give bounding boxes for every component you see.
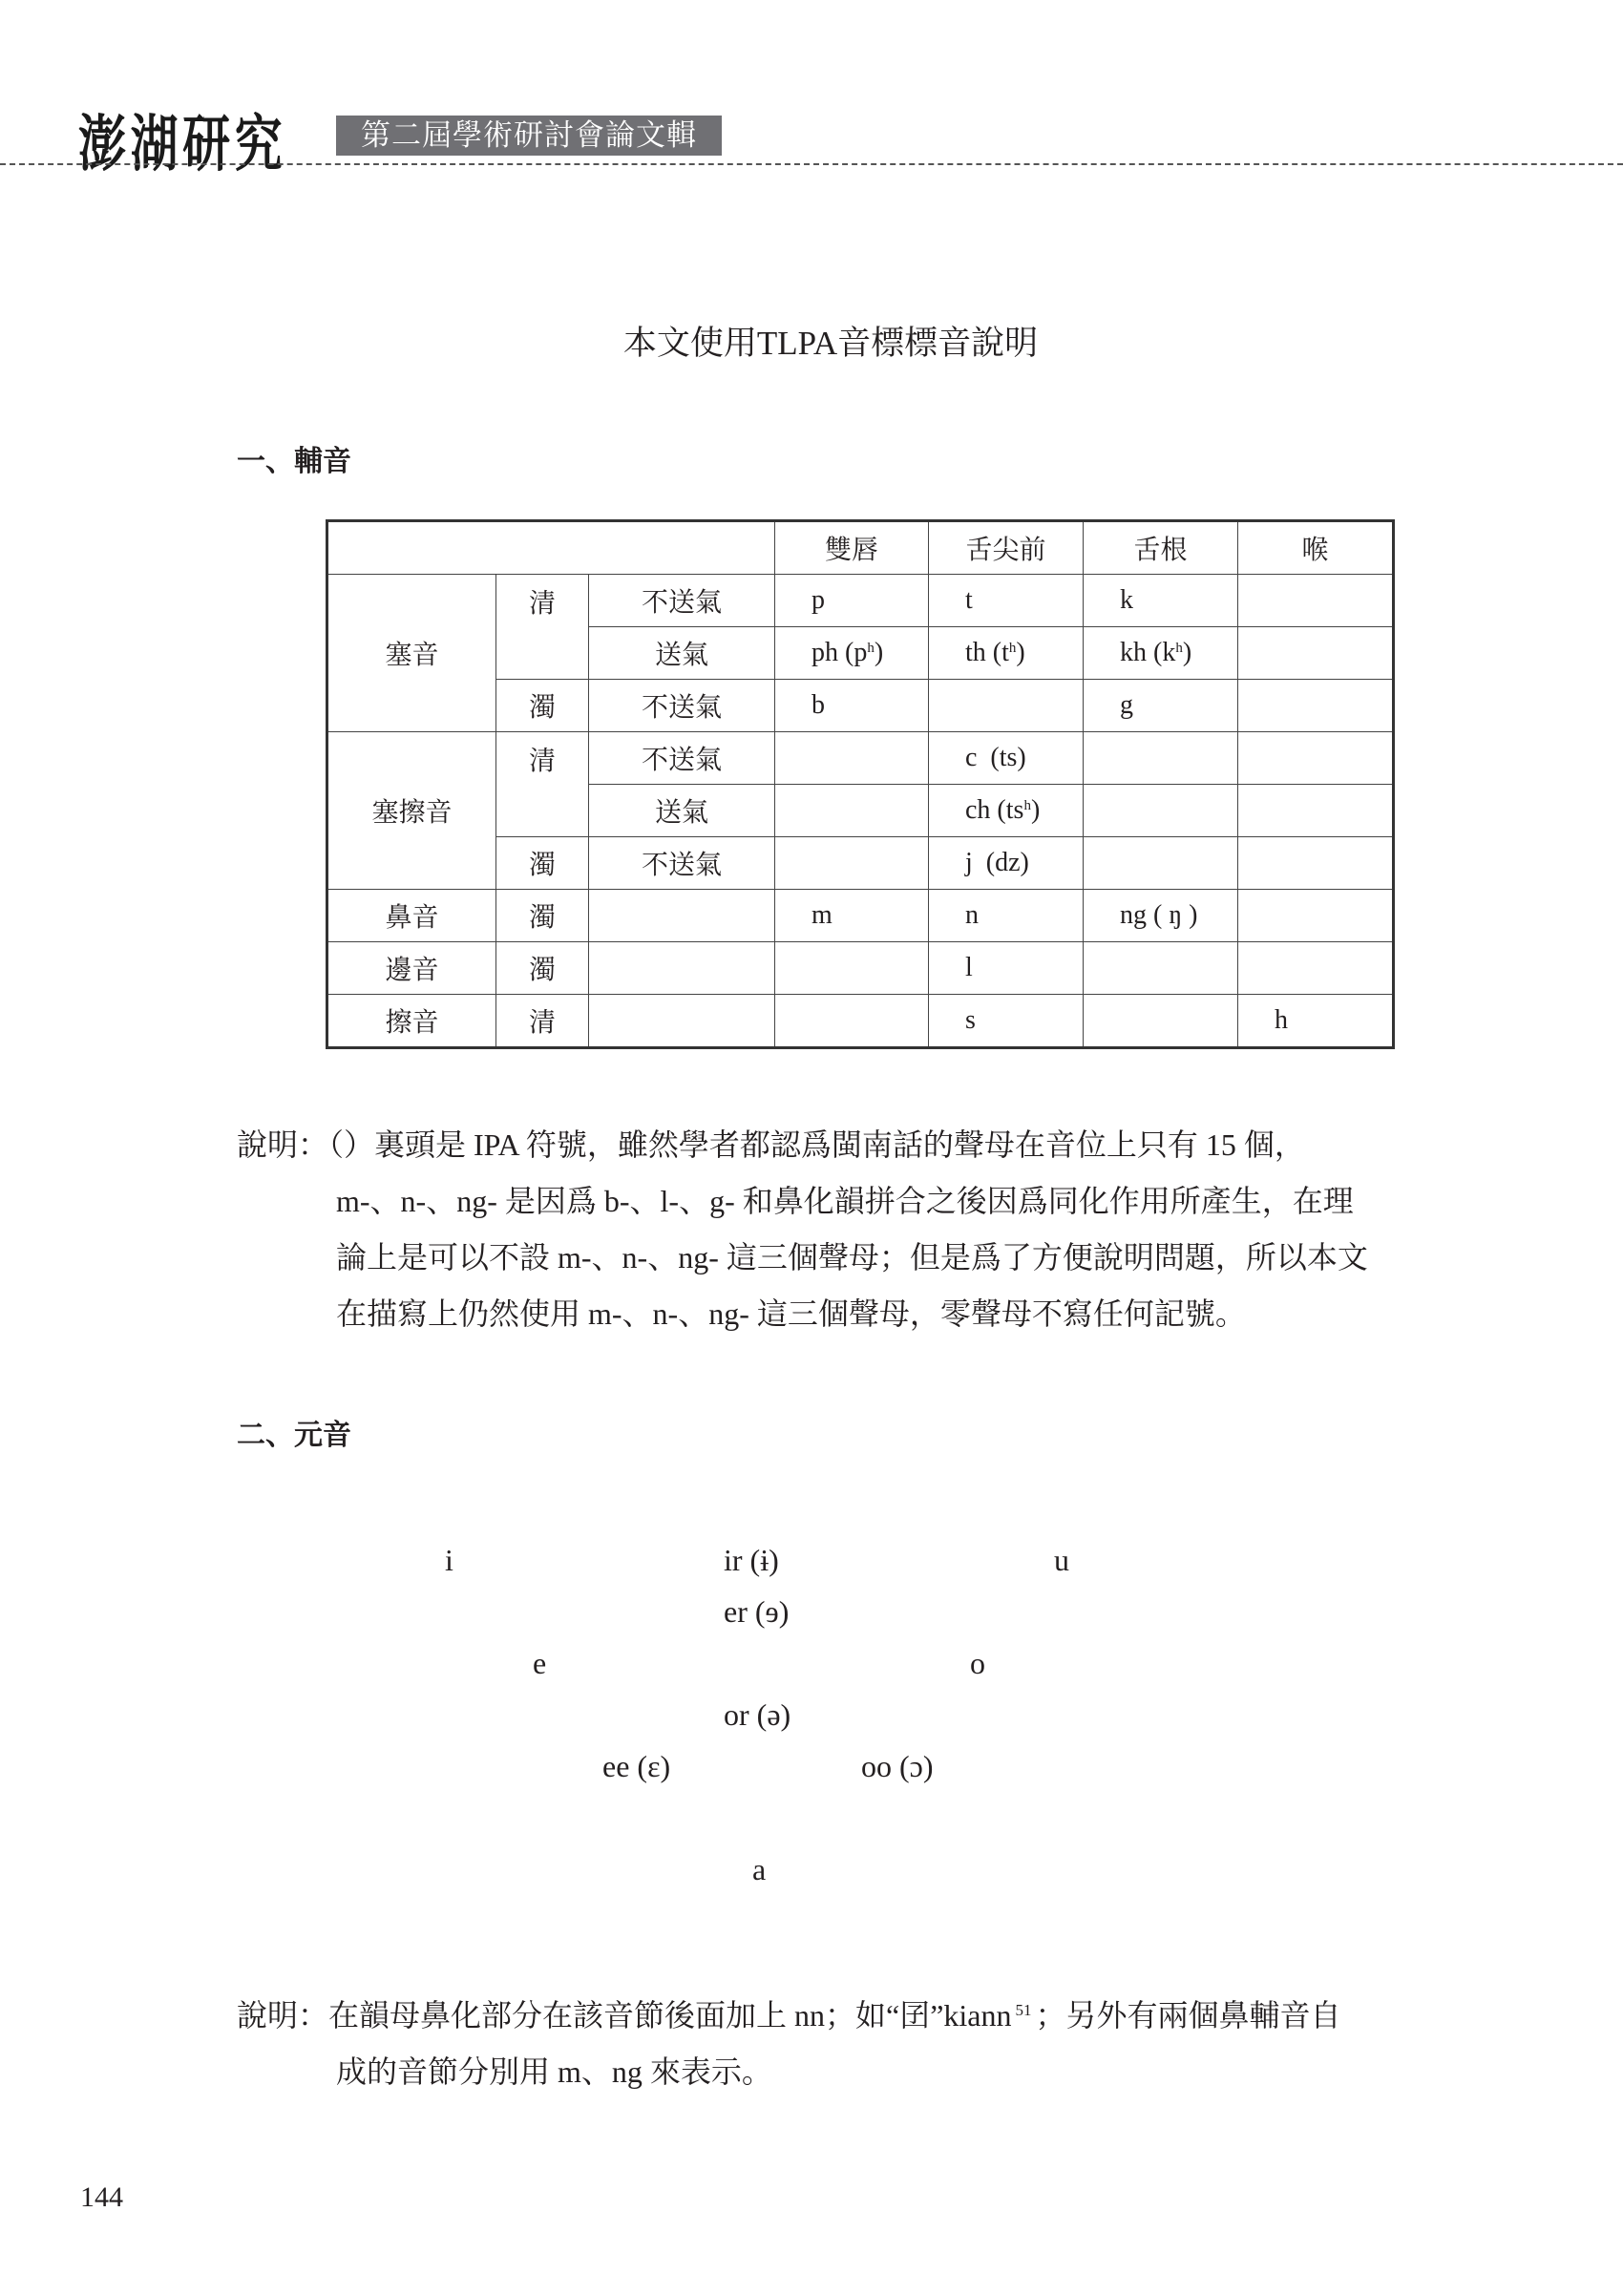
note-line: 在描寫上仍然使用 m-、n-、ng- 這三個聲母，零聲母不寫任何記號。 (336, 1296, 1246, 1331)
table-cell: l (929, 942, 1084, 995)
table-cell: t (929, 575, 1084, 627)
table-row (327, 942, 1394, 995)
page-number: 144 (80, 2181, 123, 2213)
table-cell (1084, 732, 1238, 785)
note-line: 說明：（）裏頭是 IPA 符號，雖然學者都認爲閩南話的聲母在音位上只有 15 個， (237, 1127, 1305, 1162)
table-cell: h (1238, 995, 1394, 1048)
document-title: 本文使用TLPA音標標音說明 (622, 325, 1039, 362)
vowel-er: er (ɘ) (724, 1594, 790, 1629)
section-heading-vowels: 二、元音 (237, 1419, 351, 1452)
journal-title: 澎湖研究 (78, 109, 287, 180)
superscript-h: h (1008, 641, 1017, 656)
table-cell (775, 837, 929, 890)
table-cell: b (775, 680, 929, 732)
note-text: ；另外有兩個鼻輔音自 (1035, 1998, 1341, 2033)
table-cell (929, 680, 1084, 732)
aspiration-unaspirated: 不送氣 (589, 680, 775, 732)
manner-stop: 塞音 (327, 575, 496, 732)
cell-text: ) (1016, 638, 1025, 667)
aspiration-aspirated: 送氣 (589, 627, 775, 680)
cell-text: ch (ts (965, 795, 1024, 825)
table-cell (929, 785, 1084, 837)
table-row (327, 890, 1394, 942)
cell-text: ) (1182, 638, 1192, 667)
aspiration-unaspirated: 不送氣 (589, 837, 775, 890)
superscript-h: h (1023, 798, 1031, 813)
vowel-oo: oo (ɔ) (861, 1749, 934, 1783)
section-heading-consonants: 一、輔音 (237, 445, 351, 478)
superscript-h: h (1175, 641, 1183, 656)
table-header-row (327, 521, 1394, 575)
vowel-or: or (ə) (724, 1697, 791, 1732)
aspiration-empty (589, 942, 775, 995)
manner-fricative: 擦音 (327, 995, 496, 1048)
column-header-velar: 舌根 (1084, 521, 1238, 575)
voicing-voiced: 濁 (496, 680, 589, 732)
cell-text: ) (1030, 795, 1041, 825)
table-row (327, 732, 1394, 785)
note-line: m-、n-、ng- 是因爲 b-、l-、g- 和鼻化韻拼合之後因爲同化作用所產生，在理 (336, 1184, 1354, 1218)
column-header-bilabial: 雙唇 (775, 521, 929, 575)
aspiration-empty (589, 890, 775, 942)
table-cell (1084, 995, 1238, 1048)
voicing-voiced: 濁 (496, 942, 589, 995)
aspiration-unaspirated: 不送氣 (589, 732, 775, 785)
vowel-ir: ir (ɨ) (724, 1543, 779, 1577)
table-cell (1238, 575, 1394, 627)
table-row (327, 575, 1394, 627)
vowel-note (237, 1982, 1507, 2100)
aspiration-unaspirated: 不送氣 (589, 575, 775, 627)
table-cell: g (1084, 680, 1238, 732)
table-cell (1084, 837, 1238, 890)
note-line: 成的音節分別用 m、ng 來表示。 (336, 2054, 772, 2089)
cell-text: ) (874, 638, 884, 667)
table-cell: k (1084, 575, 1238, 627)
table-cell (1084, 785, 1238, 837)
table-cell (1238, 627, 1394, 680)
aspiration-aspirated: 送氣 (589, 785, 775, 837)
table-cell: j (dz) (929, 837, 1084, 890)
aspiration-empty (589, 995, 775, 1048)
table-row (327, 995, 1394, 1048)
footnote-marker: 51 (1015, 2001, 1032, 2019)
table-cell: p (775, 575, 929, 627)
manner-lateral: 邊音 (327, 942, 496, 995)
voicing-voiceless: 清 (496, 995, 589, 1048)
cell-text: th (t (965, 638, 1009, 667)
note-text: 說明：在韻母鼻化部分在該音節後面加上 nn；如“囝”kiann (237, 1998, 1012, 2033)
vowel-i: i (445, 1543, 453, 1577)
table-cell: ng ( ŋ ) (1084, 890, 1238, 942)
table-cell: m (775, 890, 929, 942)
consonant-table (326, 519, 1395, 1049)
table-cell (1084, 942, 1238, 995)
superscript-h: h (867, 641, 875, 656)
column-header-alveolar: 舌尖前 (929, 521, 1084, 575)
table-cell (775, 732, 929, 785)
table-cell: n (929, 890, 1084, 942)
table-corner-cell (327, 521, 775, 575)
vowel-ee: ee (ɛ) (602, 1749, 671, 1783)
table-cell (1238, 680, 1394, 732)
table-cell (775, 627, 929, 680)
vowel-a: a (752, 1852, 767, 1886)
vowel-u: u (1054, 1543, 1069, 1577)
cell-text: ph (p (812, 638, 868, 667)
table-cell (775, 942, 929, 995)
note-line: 論上是可以不設 m-、n-、ng- 這三個聲母；但是爲了方便說明問題，所以本文 (336, 1240, 1368, 1274)
voicing-voiceless: 清 (496, 732, 589, 837)
cell-text: kh (k (1120, 638, 1176, 667)
table-cell (775, 785, 929, 837)
journal-subtitle-banner: 第二屆學術研討會論文輯 (336, 116, 722, 156)
table-cell (929, 627, 1084, 680)
voicing-voiced: 濁 (496, 837, 589, 890)
header-dashed-rule (0, 163, 1623, 165)
note-line (237, 1982, 1507, 2044)
consonant-note (237, 1117, 1507, 1342)
table-cell: s (929, 995, 1084, 1048)
table-cell: c (ts) (929, 732, 1084, 785)
table-cell (1238, 732, 1394, 785)
column-header-glottal: 喉 (1238, 521, 1394, 575)
manner-affricate: 塞擦音 (327, 732, 496, 890)
voicing-voiced: 濁 (496, 890, 589, 942)
vowel-o: o (970, 1646, 985, 1680)
voicing-voiceless: 清 (496, 575, 589, 680)
table-cell (1084, 627, 1238, 680)
manner-nasal: 鼻音 (327, 890, 496, 942)
table-cell (1238, 942, 1394, 995)
table-cell (775, 995, 929, 1048)
table-cell (1238, 890, 1394, 942)
vowel-e: e (533, 1646, 547, 1680)
table-cell (1238, 837, 1394, 890)
table-cell (1238, 785, 1394, 837)
